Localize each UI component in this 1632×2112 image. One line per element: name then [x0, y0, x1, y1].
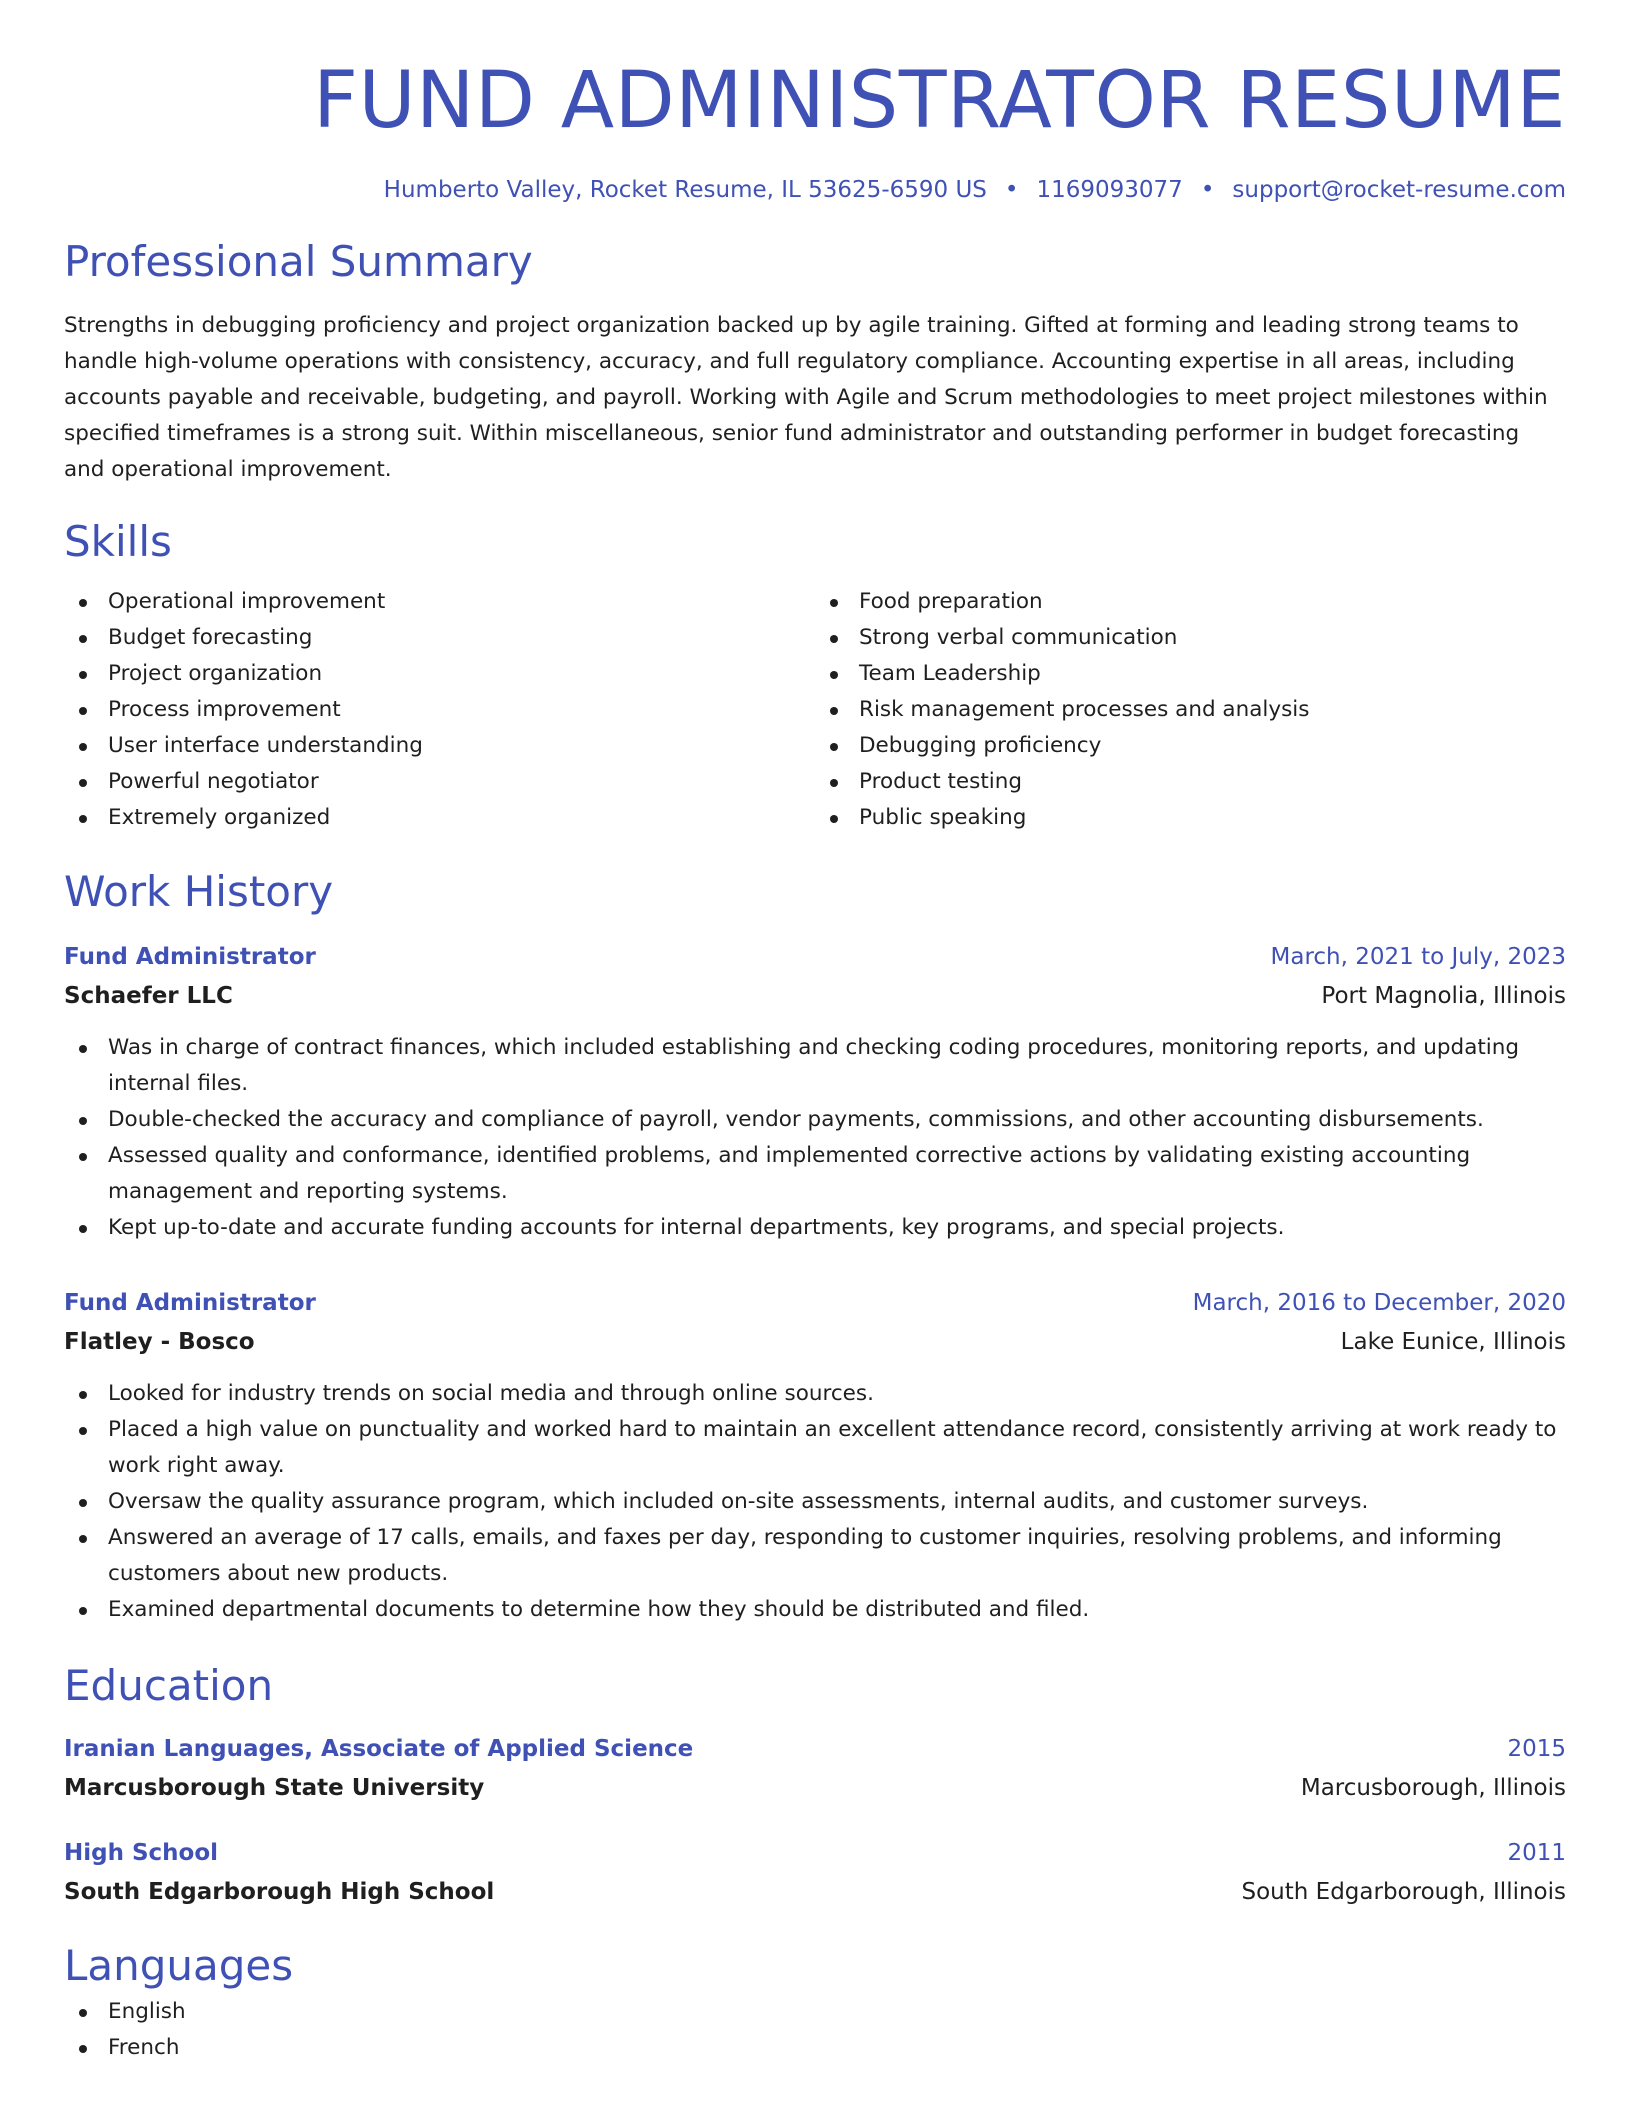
skill-item: Project organization: [64, 656, 815, 692]
job-company: Flatley - Bosco: [64, 1329, 255, 1355]
job-duties-list: [64, 1030, 1566, 1246]
education-year: 2015: [1507, 1736, 1566, 1762]
work-history-heading: Work History: [64, 867, 334, 916]
education-school: Marcusborough State University: [64, 1775, 485, 1801]
contact-separator: •: [1004, 177, 1019, 203]
skill-item: User interface understanding: [64, 728, 815, 764]
job-title: Fund Administrator: [64, 944, 316, 970]
skill-item: Process improvement: [64, 692, 815, 728]
job-org-row: [64, 976, 1566, 1016]
skill-item: Food preparation: [815, 584, 1566, 620]
job-duty: Double-checked the accuracy and compliance of payroll, vendor payments, commissions, and other accounting disbursements.: [64, 1102, 1566, 1138]
job-duty: Assessed quality and conformance, identified problems, and implemented corrective actions by validating existing accounting management and reporting systems.: [64, 1138, 1566, 1210]
contact-email[interactable]: support@rocket-resume.com: [1232, 177, 1566, 203]
education-location: South Edgarborough, Illinois: [1241, 1879, 1566, 1905]
contact-separator: •: [1200, 177, 1215, 203]
skill-item: Team Leadership: [815, 656, 1566, 692]
job-entry: [64, 1284, 1566, 1628]
education-header-row: [64, 1730, 1566, 1768]
language-item: French: [64, 2030, 1566, 2066]
job-dates: March, 2016 to December, 2020: [1192, 1290, 1566, 1316]
job-entry: [64, 938, 1566, 1246]
job-duty: Was in charge of contract finances, which included establishing and checking coding procedures, monitoring reports, and updating internal files.: [64, 1030, 1566, 1102]
job-header-row: [64, 1284, 1566, 1322]
job-duty: Answered an average of 17 calls, emails, and faxes per day, responding to customer inquiries, resolving problems, and informing customers about new products.: [64, 1520, 1566, 1592]
education-heading: Education: [64, 1661, 274, 1710]
education-school: South Edgarborough High School: [64, 1879, 495, 1905]
languages-heading: Languages: [64, 1941, 294, 1990]
skill-item: Operational improvement: [64, 584, 815, 620]
contact-address: Humberto Valley, Rocket Resume, IL 53625-6590 US: [383, 177, 987, 203]
education-year: 2011: [1507, 1840, 1566, 1866]
skill-item: Risk management processes and analysis: [815, 692, 1566, 728]
education-degree: Iranian Languages, Associate of Applied Science: [64, 1736, 694, 1762]
skill-item: Debugging proficiency: [815, 728, 1566, 764]
job-duty: Looked for industry trends on social media and through online sources.: [64, 1376, 1566, 1412]
job-duty: Examined departmental documents to determine how they should be distributed and filed.: [64, 1592, 1566, 1628]
skills-heading: Skills: [64, 517, 172, 566]
job-org-row: [64, 1322, 1566, 1362]
education-header-row: [64, 1834, 1566, 1872]
education-degree: High School: [64, 1840, 219, 1866]
work-history-section: [64, 864, 1566, 1628]
education-location: Marcusborough, Illinois: [1300, 1775, 1566, 1801]
skill-item: Public speaking: [815, 800, 1566, 836]
job-location: Lake Eunice, Illinois: [1340, 1329, 1566, 1355]
resume-header: [64, 0, 1566, 206]
skills-grid: [64, 584, 1566, 836]
summary-section: [64, 234, 1566, 488]
skills-section: [64, 514, 1566, 836]
skill-item: Budget forecasting: [64, 620, 815, 656]
skill-item: Powerful negotiator: [64, 764, 815, 800]
job-company: Schaefer LLC: [64, 983, 233, 1009]
job-header-row: [64, 938, 1566, 976]
education-school-row: [64, 1872, 1566, 1912]
resume-title: FUND ADMINISTRATOR RESUME: [313, 56, 1566, 146]
skill-item: Product testing: [815, 764, 1566, 800]
skills-list-right: [815, 584, 1566, 836]
job-location: Port Magnolia, Illinois: [1321, 983, 1566, 1009]
job-title: Fund Administrator: [64, 1290, 316, 1316]
languages-list: [64, 1994, 1566, 2066]
job-dates: March, 2021 to July, 2023: [1270, 944, 1566, 970]
education-entry: [64, 1834, 1566, 1912]
education-school-row: [64, 1768, 1566, 1808]
job-duties-list: [64, 1376, 1566, 1628]
job-duty: Placed a high value on punctuality and worked hard to maintain an excellent attendance record, consistently arriving at work ready to work right away.: [64, 1412, 1566, 1484]
skills-list-left: [64, 584, 815, 836]
languages-section: [64, 1938, 1566, 2066]
job-duty: Kept up-to-date and accurate funding accounts for internal departments, key programs, and special projects.: [64, 1210, 1566, 1246]
skill-item: Extremely organized: [64, 800, 815, 836]
contact-line: [64, 174, 1566, 206]
education-section: [64, 1658, 1566, 1912]
education-entry: [64, 1730, 1566, 1808]
contact-phone[interactable]: 1169093077: [1036, 177, 1183, 203]
job-duty: Oversaw the quality assurance program, which included on-site assessments, internal audits, and customer surveys.: [64, 1484, 1566, 1520]
summary-heading: Professional Summary: [64, 237, 533, 286]
language-item: English: [64, 1994, 1566, 2030]
skill-item: Strong verbal communication: [815, 620, 1566, 656]
summary-text: Strengths in debugging proficiency and project organization backed up by agile training. Gifted at forming and leading strong teams to handle high-volume operations with consistency, accuracy, and full regulatory compliance. Accounting expertise in all areas, including accounts payable and receivable, budgeting, and payroll. Working with Agile and Scrum methodologies to meet project milestones within specified timeframes is a strong suit. Within miscellaneous, senior fund administrator and outstanding performer in budget forecasting and operational improvement.: [64, 313, 1548, 482]
